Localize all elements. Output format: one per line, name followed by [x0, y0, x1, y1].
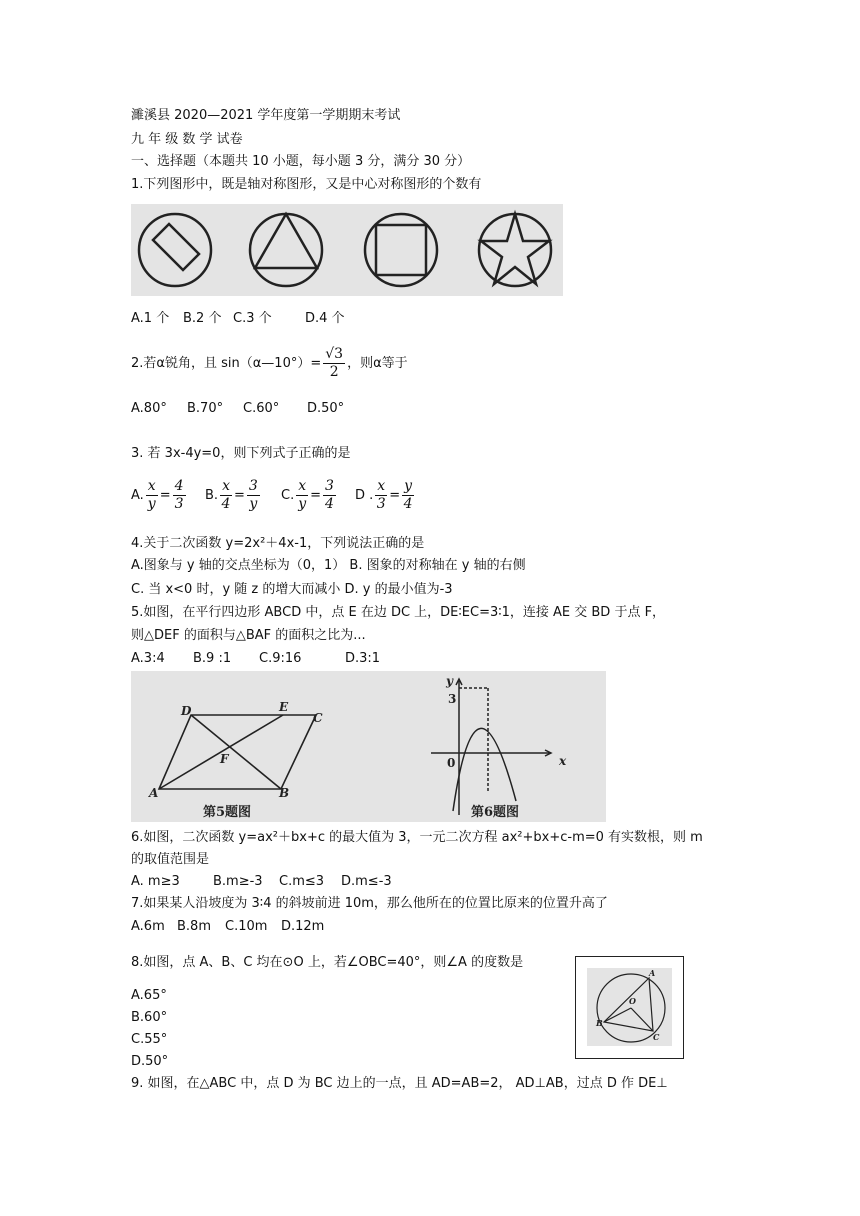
option-d[interactable]: D.3:1	[345, 651, 381, 666]
option-b[interactable]: B.m≥-3	[213, 874, 263, 889]
left-fraction: $\frac{x}{4}$	[221, 478, 231, 512]
option-c[interactable]	[281, 476, 355, 516]
option-a[interactable]	[131, 476, 205, 516]
option-c[interactable]: C.60°	[243, 401, 280, 416]
label-c: C	[313, 711, 323, 725]
option-d[interactable]: D.4 个	[305, 311, 345, 326]
question-8-stem: 8.如图，点 A、B、C 均在⊙O 上，若∠OBC=40°，则∠A 的度数是	[131, 955, 524, 970]
left-fraction: $\frac{x}{y}$	[298, 478, 307, 512]
option-label: C.	[281, 488, 295, 503]
option-b[interactable]	[205, 476, 281, 516]
option-a[interactable]: A.1 个	[131, 311, 170, 326]
equals-sign: =	[159, 488, 171, 503]
label-e: E	[279, 700, 289, 714]
option-d[interactable]	[355, 476, 425, 516]
figure-5-caption: 第5题图	[203, 805, 252, 820]
label-b: B	[279, 786, 290, 800]
option-b[interactable]: B.8m	[177, 919, 211, 934]
question-2-stem	[131, 344, 408, 384]
right-fraction: $\frac{y}{4}$	[403, 478, 413, 512]
circle-star-shape	[479, 214, 551, 286]
question-2-options	[131, 400, 344, 418]
question-9-stem: 9. 如图，在△ABC 中，点 D 为 BC 边上的一点，且 AD=AB=2， AD⊥AB，过点 D 作 DE⊥	[131, 1076, 668, 1091]
question-5-options	[131, 650, 380, 668]
option-label: D .	[355, 488, 374, 503]
right-fraction: $\frac{3}{4}$	[325, 478, 334, 512]
option-label: A.	[131, 488, 144, 503]
label-3: 3	[448, 692, 457, 706]
option-d[interactable]: D.50°	[307, 401, 345, 416]
question-7-options	[131, 918, 324, 936]
question-1-figure	[131, 204, 563, 296]
left-fraction: $\frac{x}{3}$	[376, 478, 386, 512]
question-4-stem: 4.关于二次函数 y=2x²＋4x-1，下列说法正确的是	[131, 536, 425, 551]
question-6-stem-line-2: 的取值范围是	[131, 852, 210, 867]
label-a: A	[649, 968, 656, 978]
option-c[interactable]: C.9:16	[259, 651, 302, 666]
label-origin: 0	[447, 756, 456, 770]
exam-subtitle: 九 年 级 数 学 试卷	[131, 132, 243, 147]
equals-sign: =	[233, 488, 245, 503]
question-8-figure-frame	[575, 956, 684, 1059]
question-6-options	[131, 873, 392, 891]
option-d[interactable]: D.50°	[131, 1054, 169, 1069]
question-3-stem: 3. 若 3x-4y=0，则下列式子正确的是	[131, 446, 351, 461]
option-b[interactable]: B.9 :1	[193, 651, 232, 666]
option-d[interactable]: D.m≤-3	[341, 874, 392, 889]
circle-square-shape	[365, 214, 437, 286]
option-b[interactable]: B.60°	[131, 1010, 168, 1025]
label-f: F	[220, 752, 229, 766]
question-6-stem-line-1: 6.如图，二次函数 y=ax²＋bx+c 的最大值为 3，一元二次方程 ax²+bx+c-m=0 有实数根，则 m	[131, 830, 703, 845]
option-c[interactable]: C.55°	[131, 1032, 168, 1047]
parallelogram-figure	[159, 715, 316, 789]
question-2-stem-post: ，则α等于	[347, 356, 408, 371]
option-a[interactable]: A.6m	[131, 919, 165, 934]
figures-5-6	[131, 671, 606, 822]
question-4-options-line-1: A.图象与 y 轴的交点坐标为（0，1） B. 图象的对称轴在 y 轴的右侧	[131, 558, 526, 573]
equals-sign: =	[389, 488, 401, 503]
question-1-options	[131, 310, 345, 328]
sqrt3-over-2-fraction: $\frac{√3}{2}$	[325, 346, 344, 380]
label-d: D	[181, 704, 192, 718]
option-c[interactable]: C.10m	[225, 919, 268, 934]
label-o: O	[629, 996, 636, 1006]
option-c[interactable]: C.3 个	[233, 311, 272, 326]
label-c: C	[653, 1032, 660, 1042]
option-a[interactable]: A.80°	[131, 401, 167, 416]
option-a[interactable]: A.3:4	[131, 651, 165, 666]
figure-6-caption: 第6题图	[471, 805, 520, 820]
circle-slash-shape	[139, 214, 211, 286]
question-7-stem: 7.如果某人沿坡度为 3∶4 的斜坡前进 10m，那么他所在的位置比原来的位置升高了	[131, 896, 608, 911]
label-y: y	[446, 674, 453, 688]
label-x: x	[559, 754, 567, 768]
option-a[interactable]: A.65°	[131, 988, 167, 1003]
equals-sign: =	[310, 488, 322, 503]
question-5-stem-line-1: 5.如图，在平行四边形 ABCD 中，点 E 在边 DC 上，DE∶EC=3∶1，连接 AE 交 BD 于点 F，	[131, 605, 666, 620]
option-b[interactable]: B.70°	[187, 401, 224, 416]
circle-triangle-shape	[250, 214, 322, 286]
left-fraction: $\frac{x}{y}$	[147, 478, 156, 512]
option-label: B.	[205, 488, 219, 503]
exam-title: 濉溪县 2020—2021 学年度第一学期期末考试	[131, 108, 401, 123]
question-5-stem-line-2: 则△DEF 的面积与△BAF 的面积之比为...	[131, 628, 366, 643]
right-fraction: $\frac{3}{y}$	[248, 478, 258, 512]
label-a: A	[149, 786, 159, 800]
question-4-options-line-2: C. 当 x<0 时，y 随 z 的增大而减小 D. y 的最小值为-3	[131, 582, 453, 597]
section-heading: 一、选择题（本题共 10 小题，每小题 3 分，满分 30 分）	[131, 154, 471, 169]
option-a[interactable]: A. m≥3	[131, 874, 180, 889]
label-b: B	[596, 1018, 603, 1028]
option-d[interactable]: D.12m	[281, 919, 325, 934]
question-3-options	[131, 476, 425, 516]
circle-figure	[587, 968, 672, 1046]
question-2-stem-pre: 2.若α锐角，且 sin（α—10°）=	[131, 356, 322, 371]
right-fraction: $\frac{4}{3}$	[174, 478, 184, 512]
option-c[interactable]: C.m≤3	[279, 874, 325, 889]
question-1-stem: 1.下列图形中，既是轴对称图形，又是中心对称图形的个数有	[131, 177, 482, 192]
option-b[interactable]: B.2 个	[183, 311, 222, 326]
